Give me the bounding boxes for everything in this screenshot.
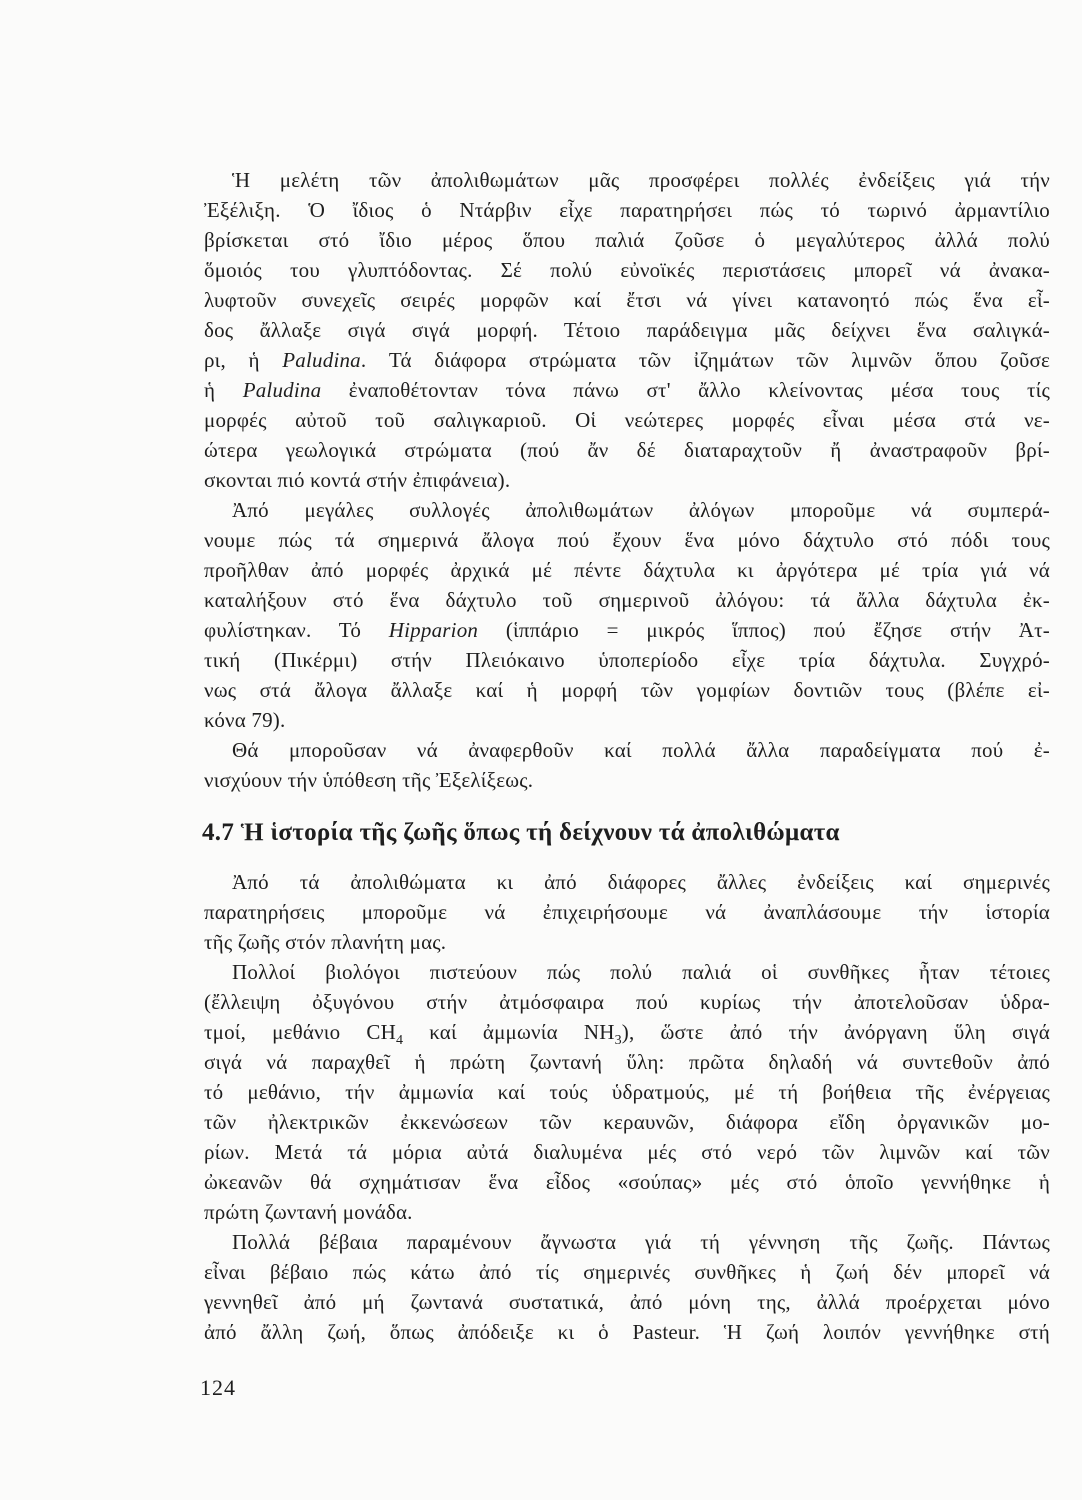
text-line: ρι, ἡ Paludina. Τά διάφορα στρώματα τῶν ἰζημάτων τῶν λιμνῶν ὅπου ζοῦσε: [204, 348, 1050, 372]
species-name: Paludina: [282, 348, 361, 372]
text-line: τμοί, μεθάνιο $CH_4$ καί ἀμμωνία $NH_3$), ὥστε ἀπό τήν ἀνόργανη ὕλη σιγά: [204, 1020, 1050, 1049]
subscript: 4: [395, 1033, 404, 1049]
text-line: ὠκεανῶν θά σχημάτισαν ἕνα εἶδος «σούπας» μές στό ὁποῖο γεννήθηκε ἡ: [204, 1170, 1050, 1194]
text-line: πρώτη ζωντανή μονάδα.: [204, 1200, 413, 1224]
text-line: τική (Πικέρμι) στήν Πλειόκαινο ὑποπερίοδο εἶχε τρία δάχτυλα. Συγχρό-: [204, 648, 1050, 672]
section-heading: 4.7 Ἡ ἱστορία τῆς ζωῆς ὅπως τή δείχνουν τά ἀπολιθώματα: [202, 819, 840, 846]
text-line: ρίων. Μετά τά μόρια αὐτά διαλυμένα μές στό νερό τῶν λιμνῶν καί τῶν: [204, 1140, 1050, 1164]
text-line: Ἡ μελέτη τῶν ἀπολιθωμάτων μᾶς προσφέρει πολλές ἐνδείξεις γιά τήν: [232, 168, 1050, 192]
text-line: εἶναι βέβαιο πώς κάτω ἀπό τίς σημερινές συνθῆκες ἡ ζωή δέν μπορεῖ νά: [204, 1260, 1050, 1284]
text-line: (ἔλλειψη ὀξυγόνου στήν ἀτμόσφαιρα πού κυρίως τήν ἀποτελοῦσαν ὑδρα-: [204, 990, 1050, 1014]
text-line: κόνα 79).: [204, 708, 286, 732]
text-line: Πολλά βέβαια παραμένουν ἄγνωστα γιά τή γέννηση τῆς ζωῆς. Πάντως: [232, 1230, 1050, 1254]
text-line: δος ἄλλαξε σιγά σιγά μορφή. Τέτοιο παράδειγμα μᾶς δείχνει ἕνα σαλιγκά-: [204, 318, 1050, 342]
text-line: νισχύουν τήν ὑπόθεση τῆς Ἐξελίξεως.: [204, 768, 534, 792]
text-line: φυλίστηκαν. Τό Hipparion (ἱππάριο = μικρός ἵππος) πού ἔζησε στήν Ἀτ-: [204, 618, 1050, 642]
text-line: τό μεθάνιο, τήν ἀμμωνία καί τούς ὑδρατμούς, μέ τή βοήθεια τῆς ἐνέργειας: [204, 1080, 1050, 1104]
genus-name: Hipparion: [388, 618, 479, 642]
text-line: ὅμοιός του γλυπτόδοντας. Σέ πολύ εὐνοϊκές περιστάσεις μπορεῖ νά ἀνακα-: [204, 258, 1050, 282]
text-line: Ἀπό τά ἀπολιθώματα κι ἀπό διάφορες ἄλλες ἐνδείξεις καί σημερινές: [232, 870, 1050, 894]
text-line: προῆλθαν ἀπό μορφές ἀρχικά μέ πέντε δάχτυλα κι ἀργότερα μέ τρία γιά νά: [204, 558, 1050, 582]
text-line: τῶν ἠλεκτρικῶν ἐκκενώσεων τῶν κεραυνῶν, διάφορα εἴδη ὀργανικῶν μο-: [204, 1110, 1050, 1134]
text-line: βρίσκεται στό ἴδιο μέρος ὅπου παλιά ζοῦσε ὁ μεγαλύτερος ἀλλά πολύ: [204, 228, 1050, 252]
text-line: γεννηθεῖ ἀπό μή ζωντανά συστατικά, ἀπό μόνη της, ἀλλά προέρχεται μόνο: [204, 1290, 1050, 1314]
text-line: καταλήξουν στό ἕνα δάχτυλο τοῦ σημερινοῦ ἀλόγου: τά ἄλλα δάχτυλα ἐκ-: [204, 588, 1050, 612]
text-line: ἀπό ἄλλη ζωή, ὅπως ἀπόδειξε κι ὁ Pasteur. Ἡ ζωή λοιπόν γεννήθηκε στή: [204, 1320, 1050, 1344]
text-line: λυφτοῦν συνεχεῖς σειρές μορφῶν καί ἔτσι νά γίνει κατανοητό πώς ἕνα εἶ-: [204, 288, 1050, 312]
text-line: σιγά νά παραχθεῖ ἡ πρώτη ζωντανή ὕλη: πρῶτα δηλαδή νά συντεθοῦν ἀπό: [204, 1050, 1050, 1074]
text-line: ώτερα γεωλογικά στρώματα (πού ἄν δέ διαταραχτοῦν ἤ ἀναστραφοῦν βρί-: [204, 438, 1050, 462]
text-line: μορφές αὐτοῦ τοῦ σαλιγκαριοῦ. Οἱ νεώτερες μορφές εἶναι μέσα στά νε-: [204, 408, 1050, 432]
text-line: παρατηρήσεις μποροῦμε νά ἐπιχειρήσουμε νά ἀναπλάσουμε τήν ἱστορία: [204, 900, 1050, 924]
text-line: ἡ Paludina ἐναποθέτονταν τόνα πάνω στ' ἄλλο κλείνοντας μέσα τους τίς: [204, 378, 1050, 402]
page-number: 124: [200, 1375, 236, 1400]
text-line: Ἐξέλιξη. Ὁ ἴδιος ὁ Ντάρβιν εἶχε παρατηρήσει πώς τό τωρινό ἀρμαντίλιο: [204, 198, 1050, 222]
text-line: σκονται πιό κοντά στήν ἐπιφάνεια).: [204, 468, 511, 492]
text-line: Θά μποροῦσαν νά ἀναφερθοῦν καί πολλά ἄλλα παραδείγματα πού ἐ-: [232, 738, 1050, 762]
species-name: Paludina: [242, 378, 322, 402]
subscript: 3: [614, 1033, 622, 1049]
text-line: νως στά ἄλογα ἄλλαξε καί ἡ μορφή τῶν γομφίων δοντιῶν τους (βλέπε εἰ-: [204, 678, 1050, 702]
text-line: τῆς ζωῆς στόν πλανήτη μας.: [204, 930, 447, 954]
text-line: Πολλοί βιολόγοι πιστεύουν πώς πολύ παλιά οἱ συνθῆκες ἦταν τέτοιες: [232, 960, 1050, 984]
text-line: Ἀπό μεγάλες συλλογές ἀπολιθωμάτων ἀλόγων μποροῦμε νά συμπερά-: [232, 498, 1050, 522]
text-line: νουμε πώς τά σημερινά ἄλογα πού ἔχουν ἕνα μόνο δάχτυλο στό πόδι τους: [204, 528, 1050, 552]
